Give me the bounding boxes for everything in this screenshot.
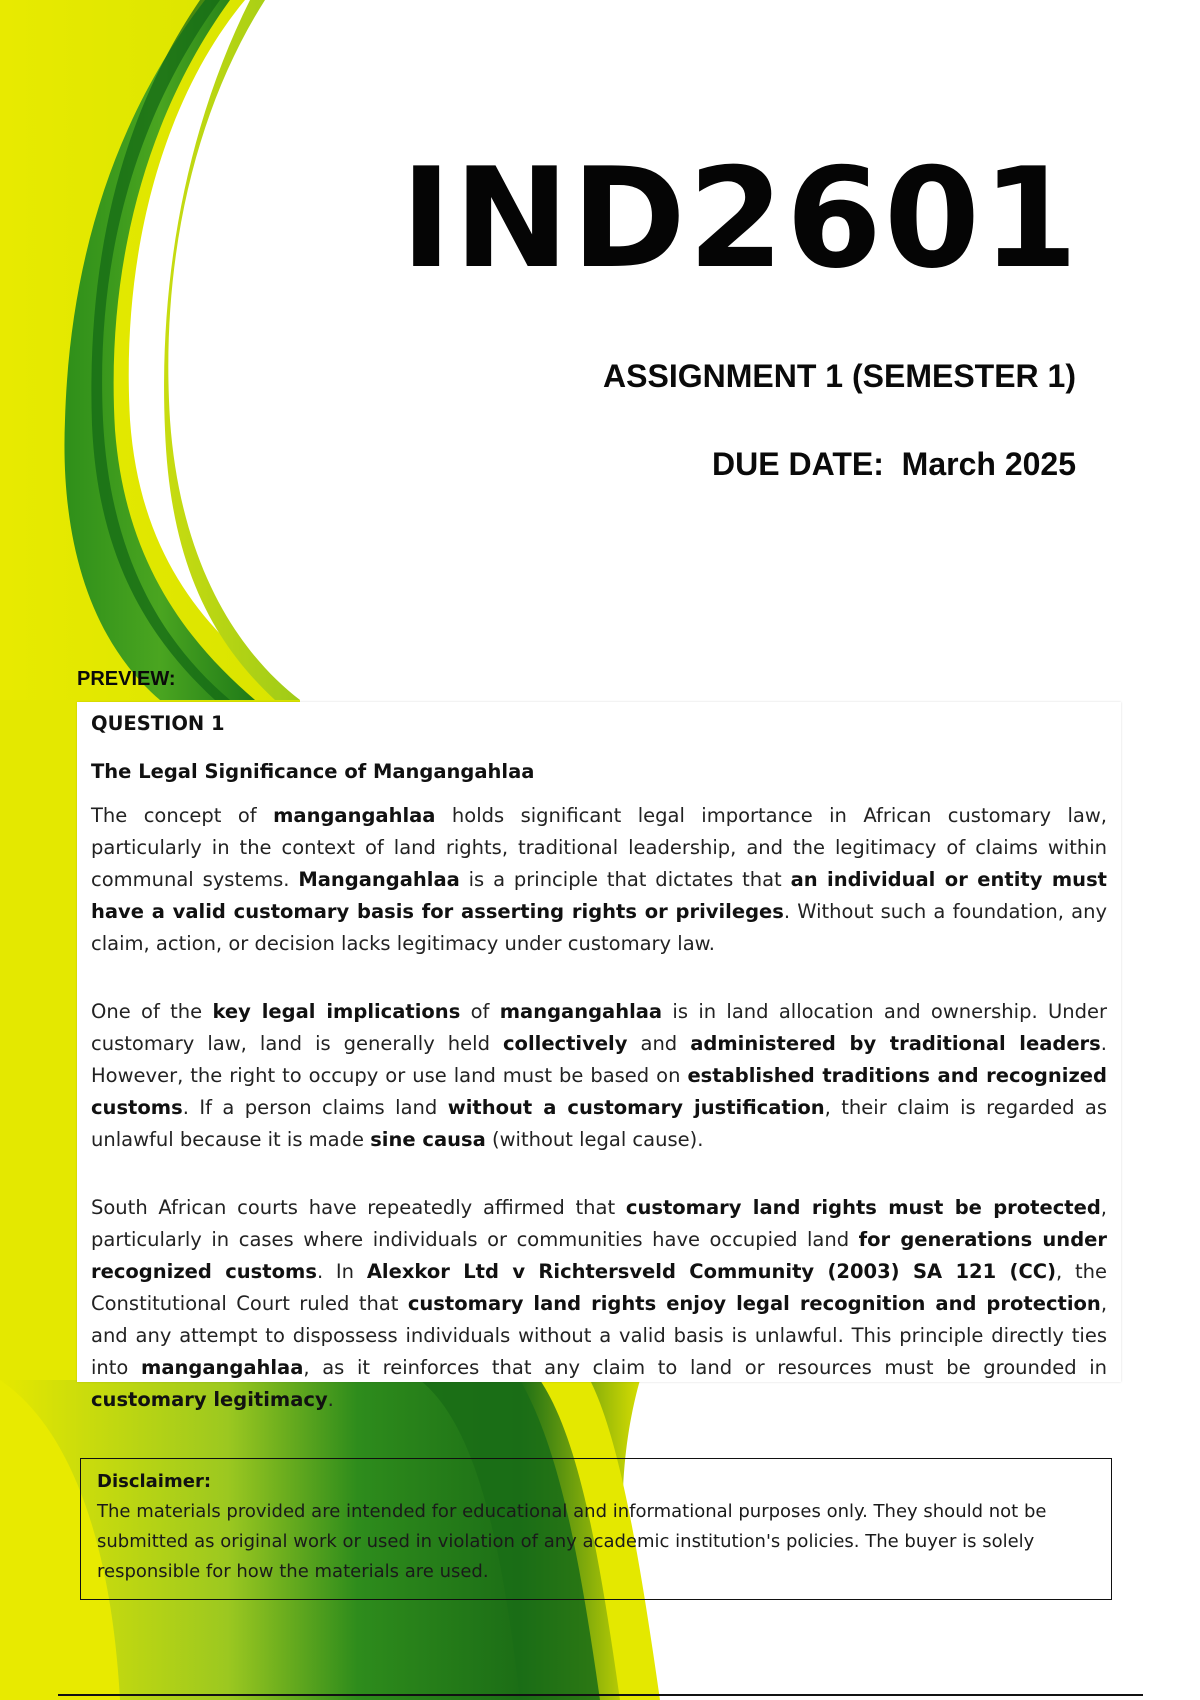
paragraph <box>91 1192 1107 1416</box>
bold-text: for generations under recognized customs <box>91 1228 1107 1283</box>
text-run: South African courts have repeatedly affirmed that <box>91 1196 626 1219</box>
bold-text: customary legitimacy <box>91 1388 328 1411</box>
bold-text: mangangahlaa <box>141 1356 304 1379</box>
text-run: (without legal cause). <box>485 1128 704 1151</box>
bold-text: without a customary justification <box>447 1096 825 1119</box>
bold-text: key legal implications <box>212 1000 461 1023</box>
bold-text: customary land rights enjoy legal recognition and protection <box>407 1292 1101 1315</box>
text-run: . <box>327 1388 334 1411</box>
text-run: . Without such a foundation, any claim, action, or decision lacks legitimacy under customary law. <box>91 900 1107 955</box>
question-heading: QUESTION 1 <box>91 712 225 735</box>
bold-text: collectively <box>503 1032 628 1055</box>
course-code-title: IND2601 <box>400 138 1080 299</box>
bold-text: customary land rights must be protected <box>625 1196 1101 1219</box>
bold-text: administered by traditional leaders <box>690 1032 1101 1055</box>
text-run: . However, the right to occupy or use land must be based on <box>91 1032 1107 1087</box>
paragraph <box>91 800 1107 960</box>
text-run: is in land allocation and ownership. Under customary law, land is generally held <box>91 1000 1107 1055</box>
due-date: DUE DATE: March 2025 <box>712 446 1076 482</box>
text-run: , their claim is regarded as unlawful because it is made <box>91 1096 1108 1151</box>
text-run: The concept of <box>91 804 274 827</box>
preview-box <box>77 702 1121 1411</box>
disclaimer-box <box>80 1458 1112 1600</box>
text-run: , the Constitutional Court ruled that <box>91 1260 1107 1315</box>
text-run: . In <box>316 1260 367 1283</box>
preview-content <box>77 708 1121 1416</box>
bold-text: established traditions and recognized customs <box>91 1064 1107 1119</box>
bold-text: Mangangahlaa <box>298 868 460 891</box>
text-run: , and any attempt to dispossess individuals without a valid basis is unlawful. This principle directly ties into <box>91 1292 1108 1379</box>
paragraph <box>91 996 1107 1156</box>
text-run: . If a person claims land <box>182 1096 448 1119</box>
bottom-divider <box>58 1694 1143 1696</box>
question-title: The Legal Significance of Mangangahlaa <box>91 760 535 783</box>
text-run: , particularly in cases where individuals or communities have occupied land <box>91 1196 1107 1251</box>
bold-text: mangangahlaa <box>273 804 436 827</box>
disclaimer-title: Disclaimer: <box>97 1471 212 1492</box>
disclaimer-text: The materials provided are intended for educational and informational purposes only. They should not be submitted as original work or used in violation of any academic institution's policies. The buyer is solely responsible for how the materials are used. <box>97 1501 1047 1582</box>
bold-text: an individual or entity must have a valid customary basis for asserting rights or privileges <box>91 868 1107 923</box>
bold-text: mangangahlaa <box>499 1000 663 1023</box>
text-run: , as it reinforces that any claim to land or resources must be grounded in <box>303 1356 1108 1379</box>
text-run: of <box>460 1000 500 1023</box>
bold-text: Alexkor Ltd v Richtersveld Community (2003) SA 121 (CC) <box>366 1260 1056 1283</box>
text-run: holds significant legal importance in African customary law, particularly in the context of land rights, traditional leadership, and the legitimacy of claims within communal systems. <box>91 804 1107 891</box>
bold-text: sine causa <box>370 1128 486 1151</box>
text-run: One of the <box>91 1000 213 1023</box>
preview-label: PREVIEW: <box>77 668 176 690</box>
text-run: and <box>627 1032 691 1055</box>
text-run: is a principle that dictates that <box>459 868 791 891</box>
assignment-title: ASSIGNMENT 1 (SEMESTER 1) <box>603 358 1076 394</box>
